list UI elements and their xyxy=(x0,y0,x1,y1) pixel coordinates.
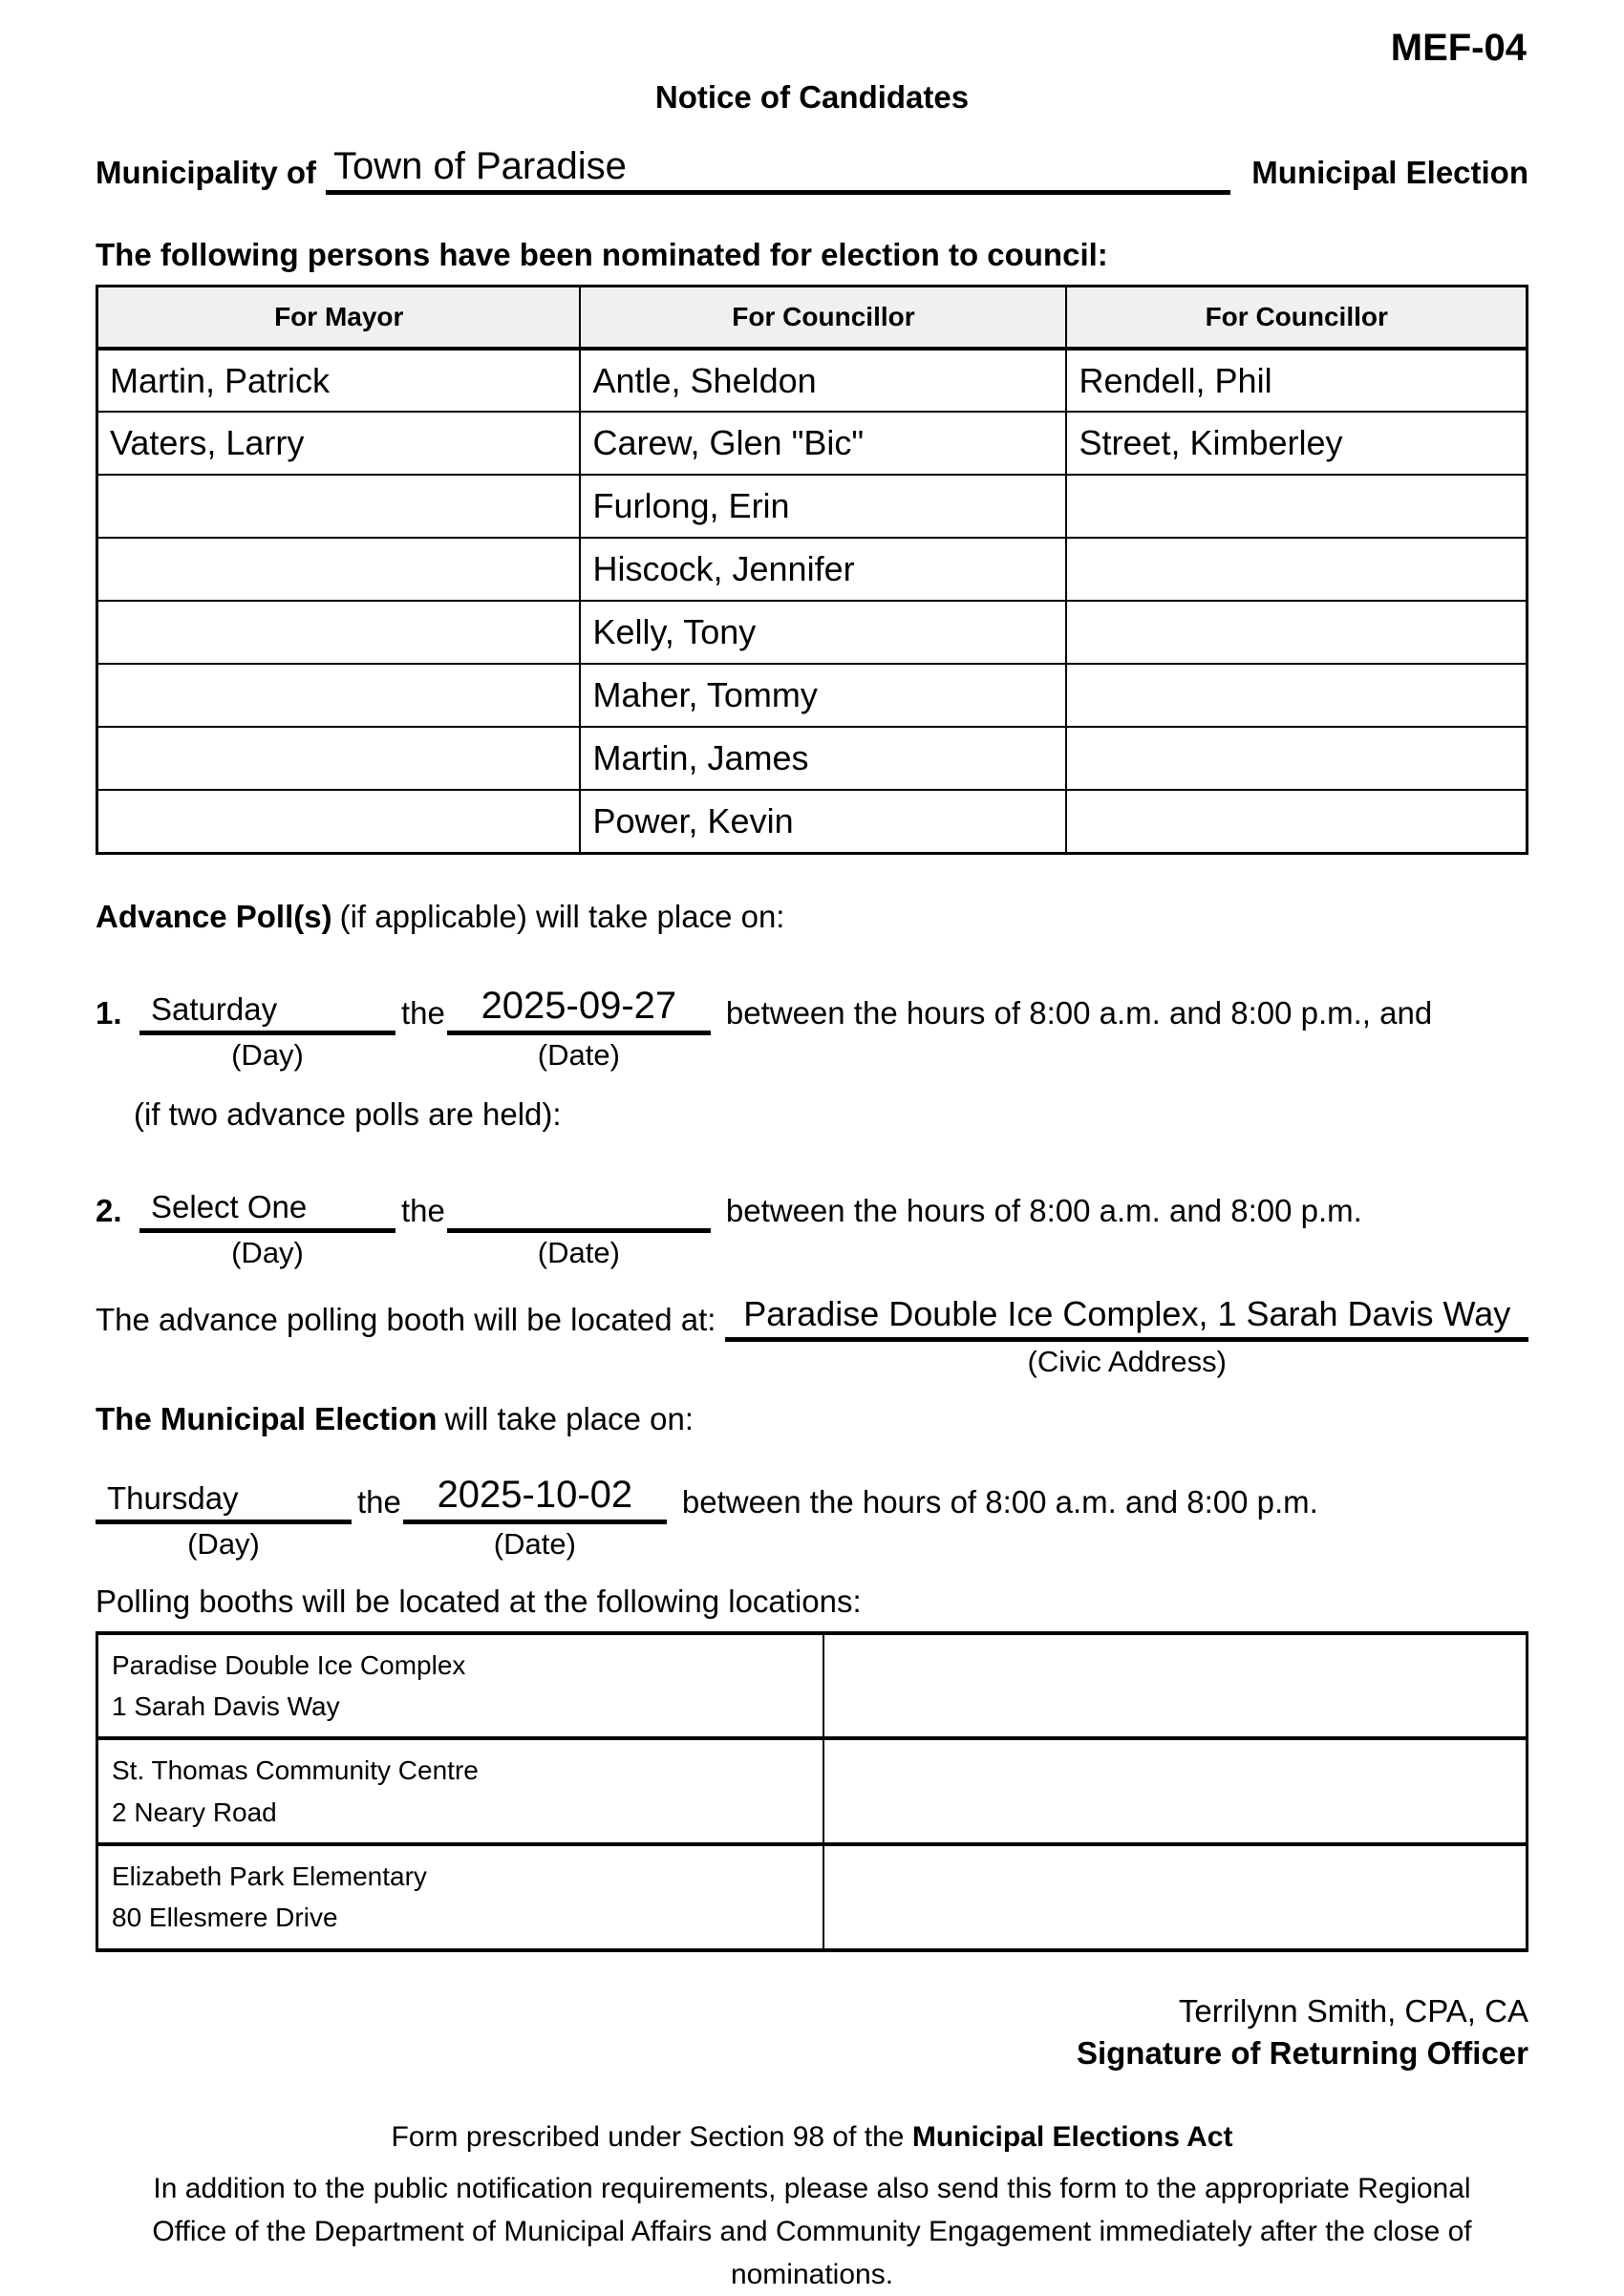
signature-block xyxy=(96,1990,1528,2075)
candidate-cell xyxy=(97,727,581,790)
civic-address-label: (Civic Address) xyxy=(1027,1344,1227,1378)
polling-location-name: St. Thomas Community Centre xyxy=(112,1755,479,1786)
polling-location-address: 1 Sarah Davis Way xyxy=(112,1690,340,1721)
locations-intro: Polling booths will be located at the following locations: xyxy=(96,1583,862,1619)
candidate-cell: Vaters, Larry xyxy=(97,412,581,475)
advance-poll-1-day-value[interactable]: Saturday xyxy=(151,990,278,1027)
table-row xyxy=(97,790,1528,853)
municipal-election-heading-bold: The Municipal Election xyxy=(96,1400,438,1436)
candidate-cell: Maher, Tommy xyxy=(580,664,1066,727)
candidate-cell xyxy=(97,538,581,601)
hours-text: between the hours of 8:00 a.m. and 8:00 p.m., and xyxy=(725,994,1433,1031)
prescribed-prefix: Form prescribed under Section 98 of the xyxy=(391,2120,912,2153)
advance-poll-line-1 xyxy=(96,984,1528,1072)
candidate-cell: Hiscock, Jennifer xyxy=(580,538,1066,601)
table-row xyxy=(97,664,1528,727)
column-header-councillor-2: For Councillor xyxy=(1066,287,1527,350)
prescribed-act-name: Municipal Elections Act xyxy=(911,2120,1233,2153)
line-number: 1. xyxy=(96,994,122,1031)
advance-poll-2-date-field[interactable] xyxy=(447,1182,711,1269)
advance-poll-2-day-select[interactable] xyxy=(139,1188,395,1269)
table-row xyxy=(97,601,1528,664)
election-date-field[interactable] xyxy=(403,1473,667,1561)
municipal-election-label: Municipal Election xyxy=(1251,155,1528,190)
candidate-cell xyxy=(1066,790,1527,853)
candidate-cell: Rendell, Phil xyxy=(1066,349,1527,412)
municipality-line xyxy=(96,144,1528,195)
table-row xyxy=(97,1738,1528,1844)
candidate-cell: Power, Kevin xyxy=(580,790,1066,853)
advance-booth-field[interactable] xyxy=(725,1293,1528,1378)
municipal-election-heading xyxy=(96,1401,1528,1437)
table-row xyxy=(97,1633,1528,1739)
day-label: (Day) xyxy=(231,1235,304,1269)
polling-location-address: 80 Ellesmere Drive xyxy=(112,1903,338,1933)
advance-booth-value[interactable]: Paradise Double Ice Complex, 1 Sarah Davis Way xyxy=(743,1293,1511,1333)
election-day-value[interactable]: Thursday xyxy=(107,1479,239,1516)
candidates-header-row xyxy=(97,287,1528,350)
polling-empty-cell xyxy=(823,1844,1528,1950)
returning-officer-name: Terrilynn Smith, CPA, CA xyxy=(1178,1992,1528,2029)
candidates-table xyxy=(96,285,1528,855)
polling-location-name: Paradise Double Ice Complex xyxy=(112,1649,466,1680)
polling-location-cell xyxy=(97,1738,823,1844)
advance-poll-heading xyxy=(96,899,1528,935)
table-row xyxy=(97,727,1528,790)
footer-note: In addition to the public notification requirements, please also send this form to the appropriate Regional Office of the Department of Municipal Affairs and Community Engagement immediately after the close of nominations. xyxy=(152,2172,1472,2290)
hours-text: between the hours of 8:00 a.m. and 8:00 p.m. xyxy=(725,1192,1362,1228)
advance-poll-2-day-value[interactable]: Select One xyxy=(151,1188,308,1224)
form-code: MEF-04 xyxy=(1390,27,1527,69)
page-title: Notice of Candidates xyxy=(654,79,970,115)
date-label: (Date) xyxy=(537,1235,620,1269)
polling-location-cell xyxy=(97,1844,823,1950)
prescribed-line xyxy=(96,2121,1528,2154)
election-date-value[interactable]: 2025-10-02 xyxy=(437,1473,633,1516)
candidate-cell xyxy=(97,601,581,664)
candidate-cell xyxy=(97,664,581,727)
nominated-intro: The following persons have been nominated for election to council: xyxy=(96,237,1108,272)
election-date-line xyxy=(96,1473,1528,1561)
the-word: the xyxy=(401,994,445,1031)
municipality-value[interactable]: Town of Paradise xyxy=(333,145,627,187)
advance-poll-1-date-value[interactable]: 2025-09-27 xyxy=(481,984,677,1027)
advance-poll-heading-rest: (if applicable) will take place on: xyxy=(339,898,785,934)
municipality-label: Municipality of xyxy=(96,155,316,190)
candidate-cell: Martin, James xyxy=(580,727,1066,790)
advance-poll-heading-bold: Advance Poll(s) xyxy=(96,898,332,934)
candidate-cell xyxy=(97,790,581,853)
candidate-cell: Furlong, Erin xyxy=(580,475,1066,538)
candidate-cell: Carew, Glen "Bic" xyxy=(580,412,1066,475)
table-row xyxy=(97,475,1528,538)
candidate-cell: Martin, Patrick xyxy=(97,349,581,412)
date-label: (Date) xyxy=(493,1526,576,1561)
polling-empty-cell xyxy=(823,1633,1528,1739)
polling-locations-table xyxy=(96,1631,1528,1952)
municipality-field[interactable] xyxy=(326,144,1230,195)
advance-poll-line-2 xyxy=(96,1182,1528,1269)
hours-text: between the hours of 8:00 a.m. and 8:00 p.m. xyxy=(681,1483,1318,1520)
polling-empty-cell xyxy=(823,1738,1528,1844)
advance-poll-2-date-value[interactable] xyxy=(451,1182,707,1225)
table-row xyxy=(97,412,1528,475)
date-label: (Date) xyxy=(537,1037,620,1072)
signature-label: Signature of Returning Officer xyxy=(1076,2035,1528,2072)
candidate-cell: Antle, Sheldon xyxy=(580,349,1066,412)
day-label: (Day) xyxy=(187,1526,260,1561)
line-number: 2. xyxy=(96,1192,122,1228)
table-row xyxy=(97,349,1528,412)
day-label: (Day) xyxy=(231,1037,304,1072)
candidate-cell xyxy=(1066,475,1527,538)
polling-location-address: 2 Neary Road xyxy=(112,1796,277,1827)
advance-poll-1-day-field[interactable] xyxy=(139,990,395,1072)
the-word: the xyxy=(401,1192,445,1228)
candidate-cell xyxy=(1066,727,1527,790)
advance-booth-label: The advance polling booth will be located at: xyxy=(96,1301,716,1337)
municipal-election-heading-rest: will take place on: xyxy=(444,1400,694,1436)
candidate-cell xyxy=(97,475,581,538)
election-day-field[interactable] xyxy=(96,1479,352,1561)
candidate-cell xyxy=(1066,664,1527,727)
polling-location-cell xyxy=(97,1633,823,1739)
advance-booth-line xyxy=(96,1293,1528,1378)
candidate-cell xyxy=(1066,538,1527,601)
table-row xyxy=(97,1844,1528,1950)
two-polls-note: (if two advance polls are held): xyxy=(134,1095,562,1132)
polling-location-name: Elizabeth Park Elementary xyxy=(112,1861,427,1892)
column-header-mayor: For Mayor xyxy=(97,287,581,350)
column-header-councillor-1: For Councillor xyxy=(580,287,1066,350)
candidate-cell: Kelly, Tony xyxy=(580,601,1066,664)
table-row xyxy=(97,538,1528,601)
candidate-cell: Street, Kimberley xyxy=(1066,412,1527,475)
the-word: the xyxy=(357,1483,401,1520)
advance-poll-1-date-field[interactable] xyxy=(447,984,711,1072)
candidate-cell xyxy=(1066,601,1527,664)
